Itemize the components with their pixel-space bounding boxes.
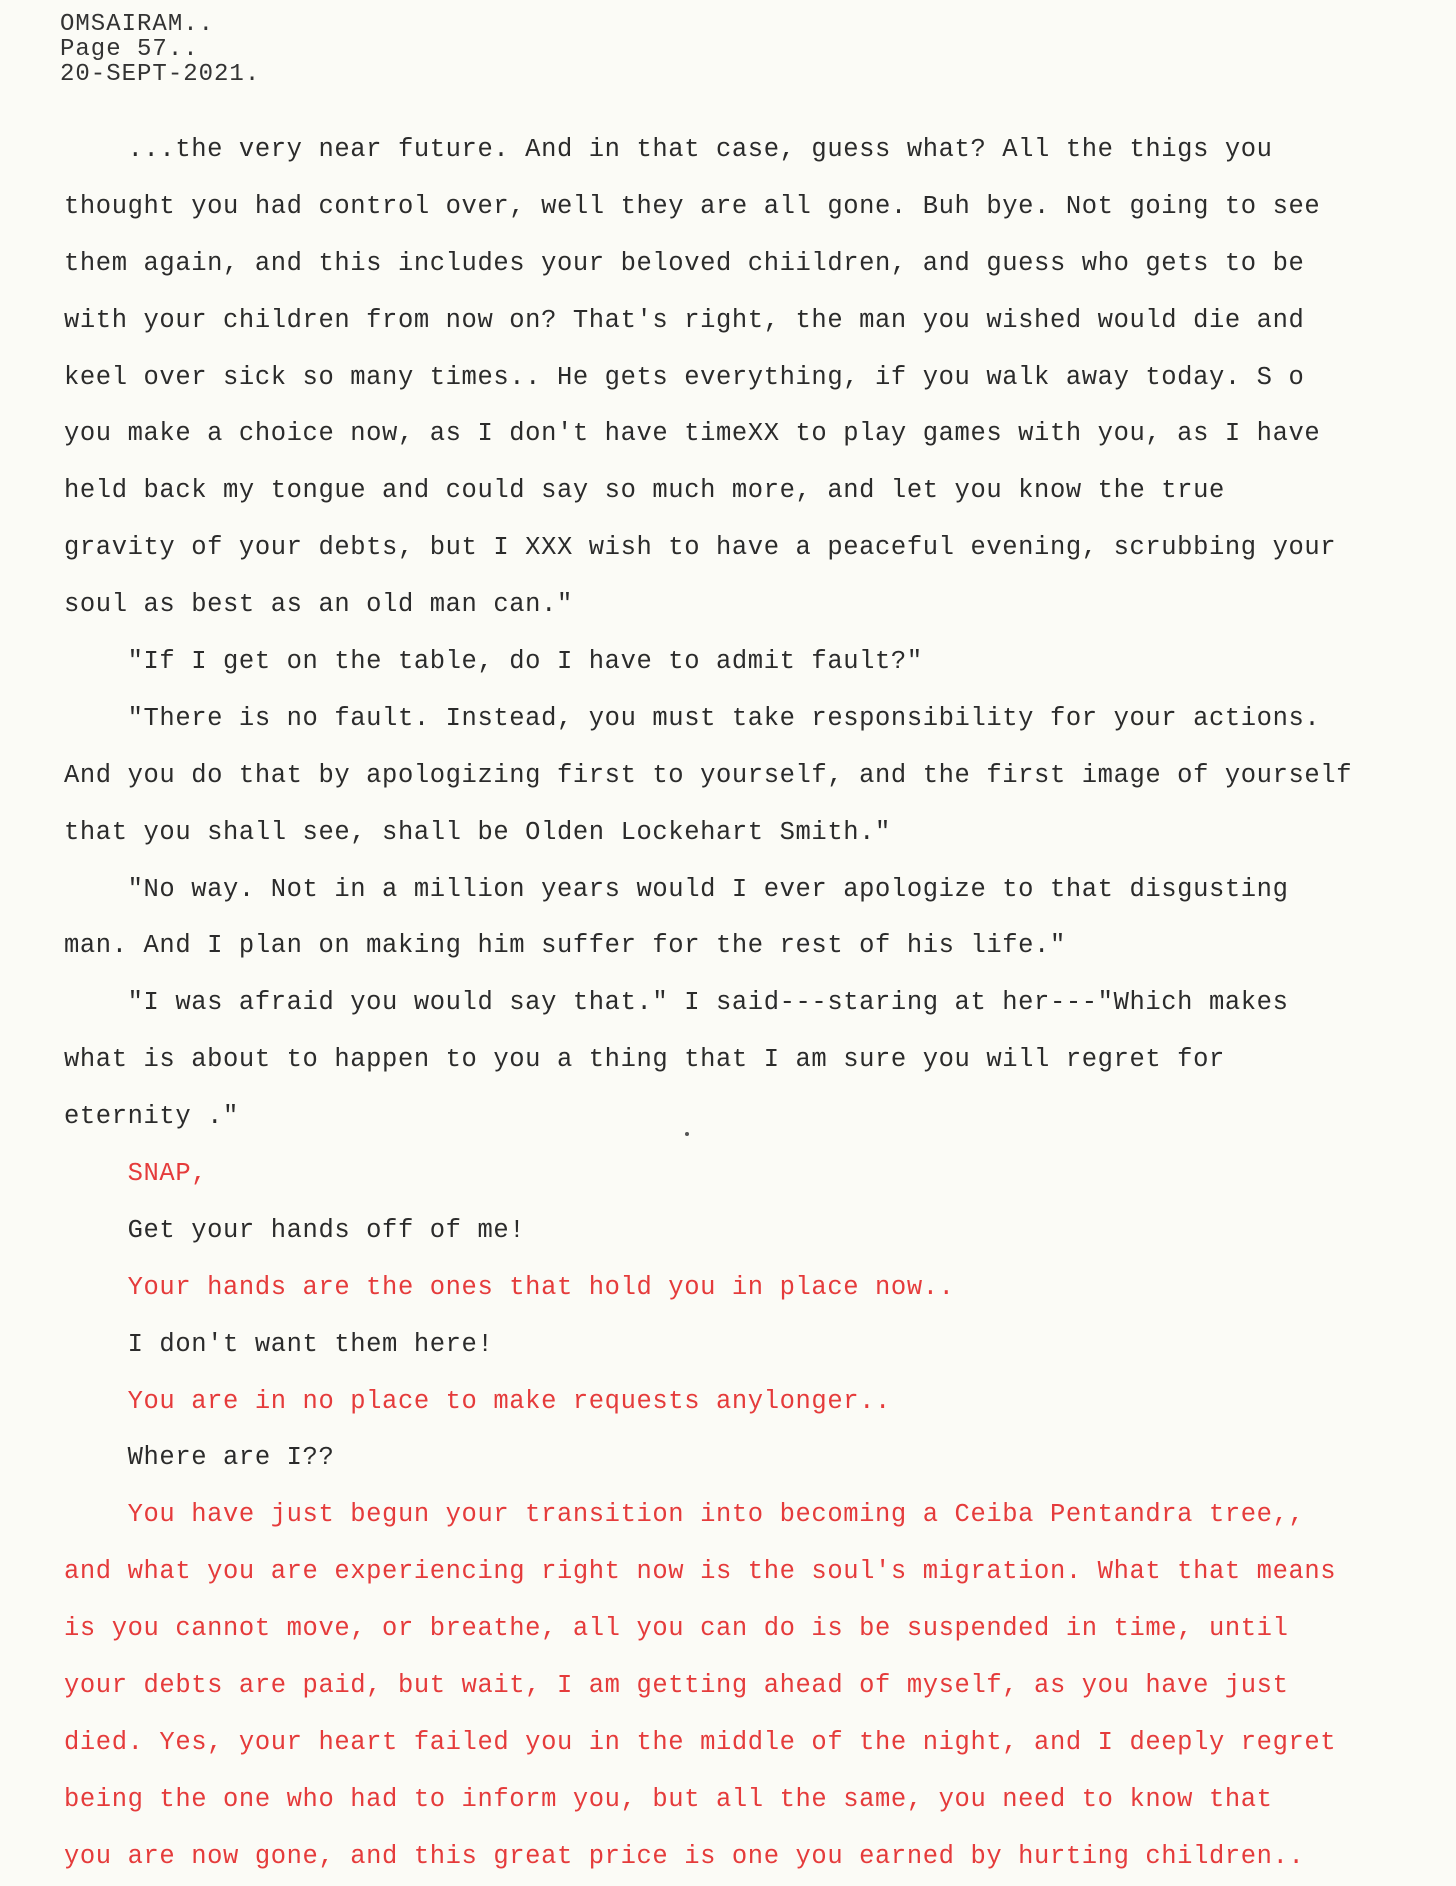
- header-page-number: Page 57..: [60, 36, 199, 63]
- stray-ink-dot: [685, 1132, 689, 1136]
- text-line: ...the very near future. And in that case, guess what? All the thigs you: [64, 135, 1273, 164]
- text-line: with your children from now on? That's right, the man you wished would die and: [64, 305, 1305, 335]
- text-line: SNAP,: [64, 1159, 208, 1189]
- text-line: died. Yes, your heart failed you in the middle of the night, and I deeply regret: [64, 1727, 1337, 1757]
- page-header: [60, 12, 260, 87]
- text-line: soul as best as an old man can.": [64, 590, 573, 620]
- text-line: keel over sick so many times.. He gets everything, if you walk away today. S o: [64, 362, 1305, 392]
- text-line: you are now gone, and this great price is one you earned by hurting children..: [64, 1841, 1305, 1871]
- text-line: being the one who had to inform you, but all the same, you need to know that: [64, 1784, 1273, 1814]
- text-line: You have just begun your transition into becoming a Ceiba Pentandra tree,,: [64, 1500, 1305, 1530]
- text-line: Your hands are the ones that hold you in place now..: [64, 1272, 955, 1302]
- text-line: You are in no place to make requests anylonger..: [64, 1386, 891, 1416]
- text-line: "If I get on the table, do I have to admit fault?": [64, 647, 923, 677]
- text-line: held back my tongue and could say so much more, and let you know the true: [64, 476, 1225, 506]
- manuscript-body: [64, 122, 1449, 1886]
- text-line: "I was afraid you would say that." I said---staring at her---"Which makes: [64, 988, 1289, 1018]
- text-line: thought you had control over, well they are all gone. Buh bye. Not going to see: [64, 191, 1321, 221]
- text-line: eternity .": [64, 1102, 239, 1132]
- text-line: gravity of your debts, but I XXX wish to have a peaceful evening, scrubbing your: [64, 533, 1337, 563]
- text-line: your debts are paid, but wait, I am getting ahead of myself, as you have just: [64, 1671, 1289, 1701]
- text-line: "There is no fault. Instead, you must take responsibility for your actions.: [64, 703, 1321, 733]
- text-line: them again, and this includes your beloved chiildren, and guess who gets to be: [64, 248, 1305, 278]
- text-line: And you do that by apologizing first to yourself, and the first image of yourself: [64, 760, 1353, 790]
- header-title: OMSAIRAM..: [60, 11, 215, 38]
- text-line: Get your hands off of me!: [64, 1215, 526, 1245]
- text-line: is you cannot move, or breathe, all you can do is be suspended in time, until: [64, 1614, 1289, 1644]
- text-line: man. And I plan on making him suffer for the rest of his life.": [64, 931, 1066, 961]
- text-line: "No way. Not in a million years would I ever apologize to that disgusting: [64, 874, 1289, 904]
- text-line: I don't want them here!: [64, 1329, 494, 1359]
- text-line: what is about to happen to you a thing that I am sure you will regret for: [64, 1045, 1225, 1075]
- header-date: 20-SEPT-2021.: [60, 61, 261, 88]
- text-line: Where are I??: [64, 1443, 335, 1473]
- text-line: that you shall see, shall be Olden Lockehart Smith.": [64, 817, 891, 847]
- text-line: and what you are experiencing right now is the soul's migration. What that means: [64, 1557, 1337, 1587]
- text-line: you make a choice now, as I don't have timeXX to play games with you, as I have: [64, 419, 1321, 449]
